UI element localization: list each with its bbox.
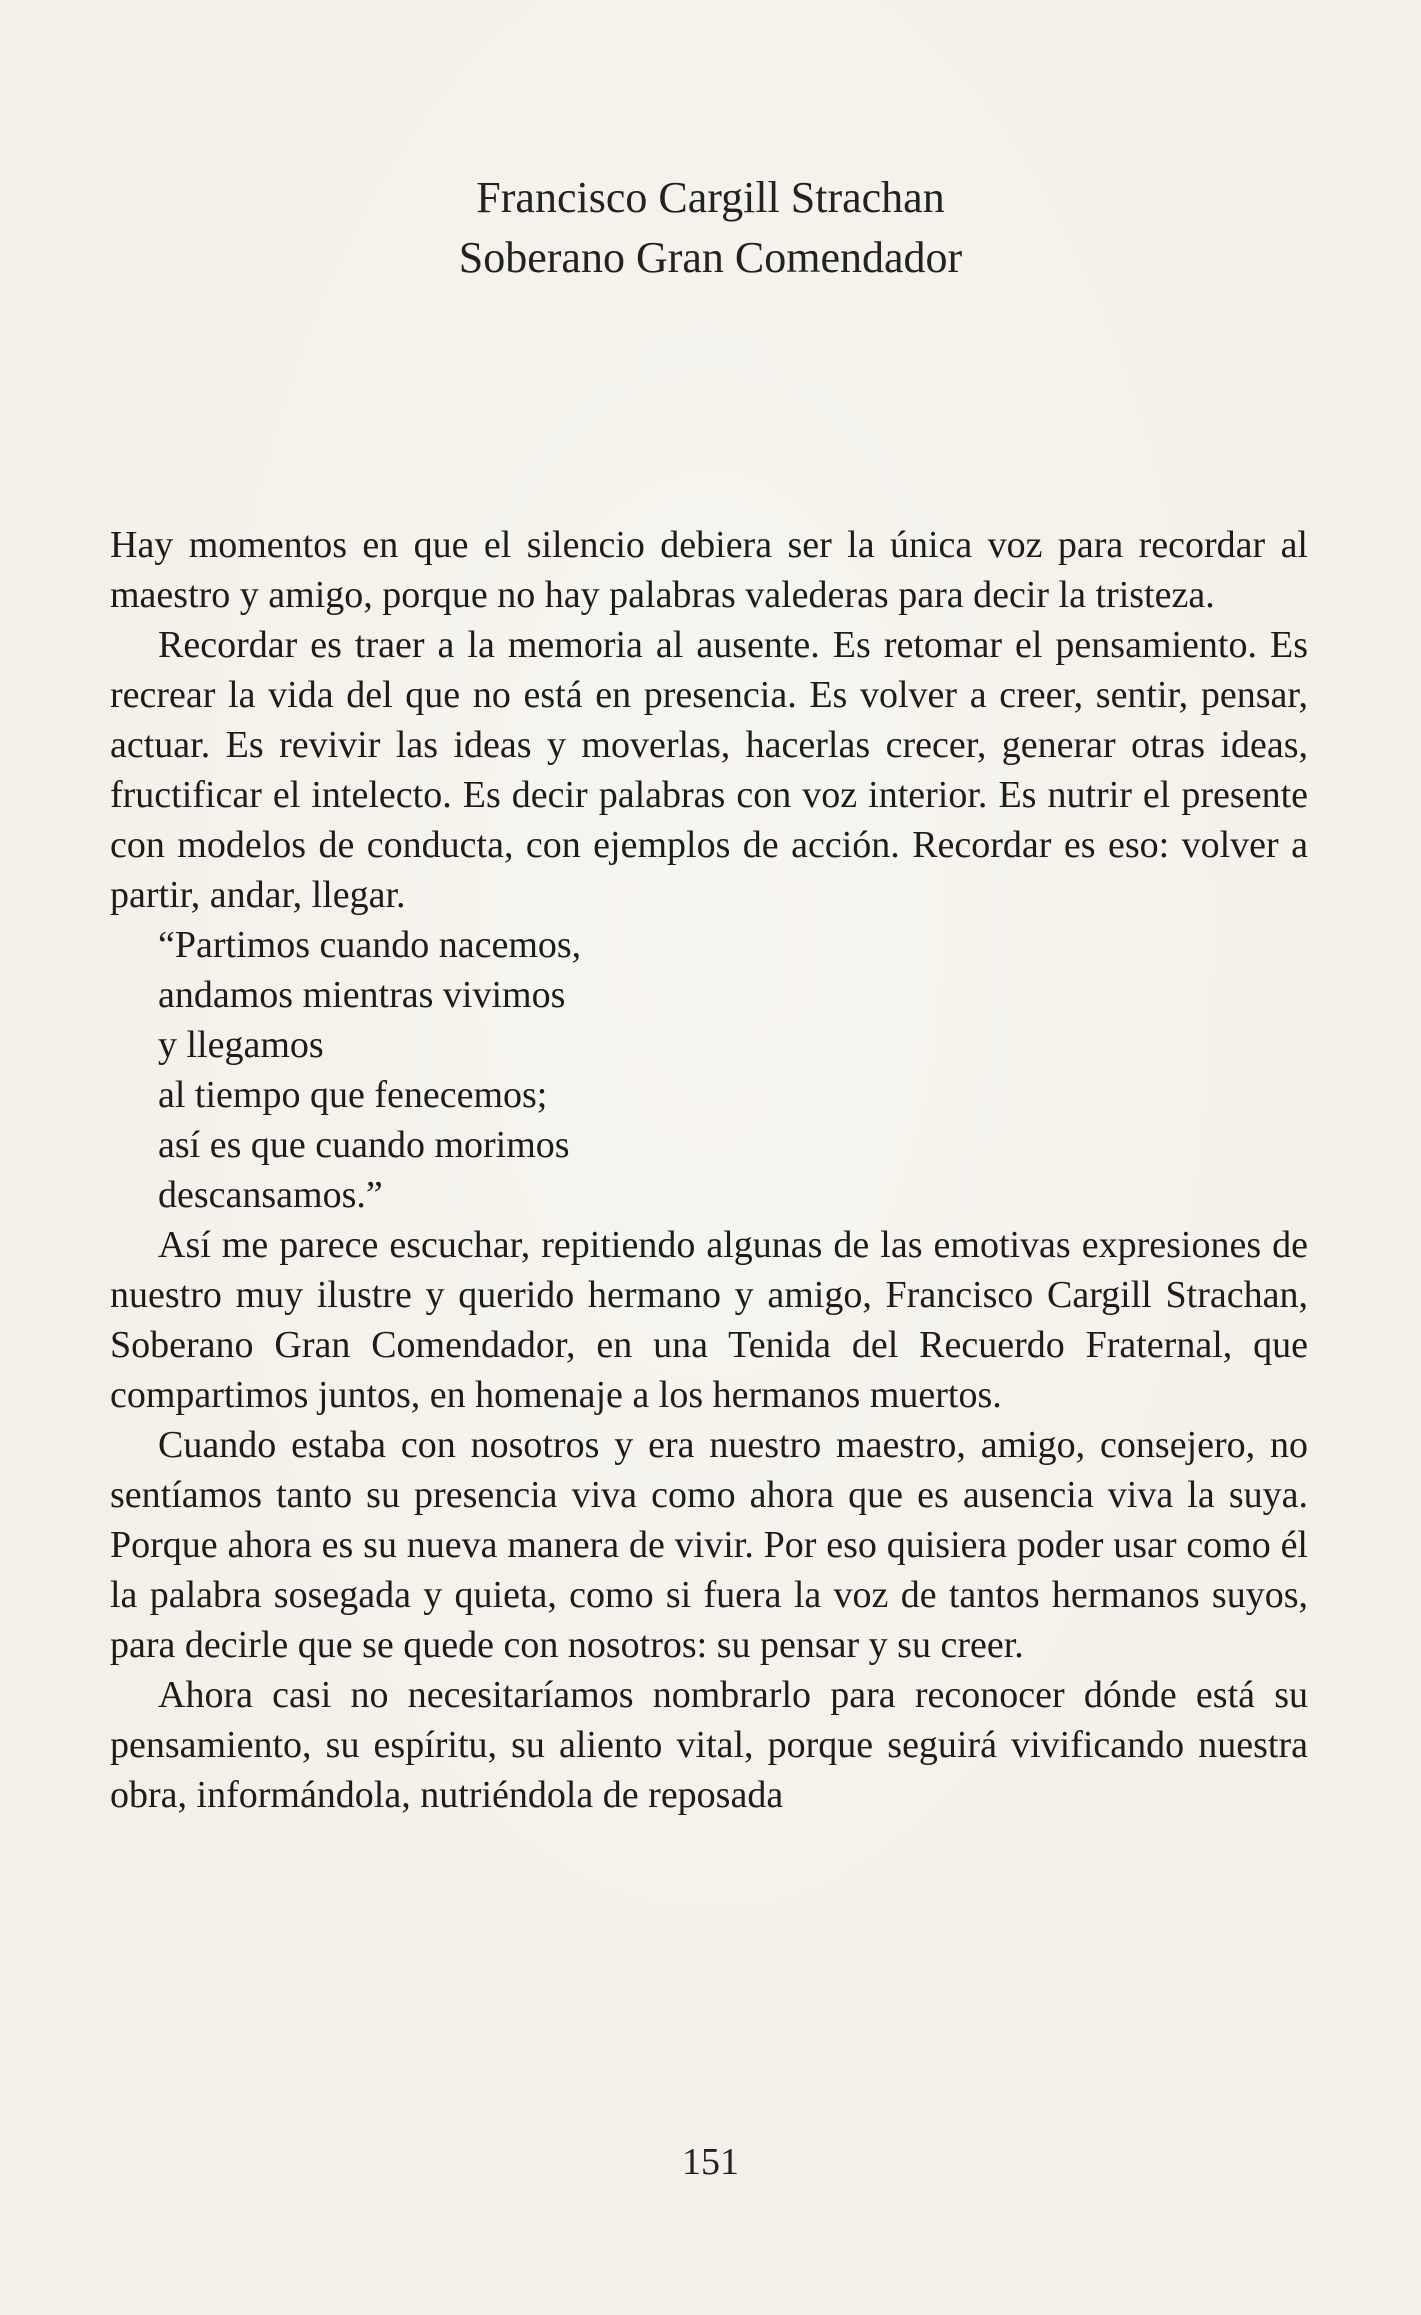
body-text [110, 520, 1308, 1820]
paragraph-2: Recordar es traer a la memoria al ausente. Es retomar el pensamiento. Es recrear la vida del que no está en presencia. Es volver a creer, sentir, pensar, actuar. Es revivir las ideas y moverlas, hacerlas crecer, generar otras ideas, fructificar el intelecto. Es decir palabras con voz interior. Es nutrir el presente con modelos de conducta, con ejemplos de acción. Recordar es eso: volver a partir, andar, llegar. [110, 624, 1308, 916]
heading-title: Soberano Gran Comendador [458, 233, 963, 282]
verse-line-6: descansamos.” [158, 1174, 383, 1216]
verse-line-1: “Partimos cuando nacemos, [158, 924, 582, 966]
heading-name: Francisco Cargill Strachan [476, 173, 945, 222]
verse-line-5: así es que cuando morimos [158, 1124, 570, 1166]
paragraph-3: Así me parece escuchar, repitiendo algunas de las emotivas expresiones de nuestro muy ilustre y querido hermano y amigo, Francisco Cargill Strachan, Soberano Gran Comendador, en una Tenida del Recuerdo Fraternal, que compartimos juntos, en homenaje a los hermanos muertos. [110, 1224, 1308, 1416]
paragraph-5: Ahora casi no necesitaríamos nombrarlo para reconocer dónde está su pensamiento, su espíritu, su aliento vital, porque seguirá vivificando nuestra obra, informándola, nutriéndola de reposada [110, 1674, 1308, 1816]
verse-quote [110, 920, 1308, 1220]
verse-line-3: y llegamos [158, 1024, 324, 1066]
paragraph-1: Hay momentos en que el silencio debiera ser la única voz para recordar al maestro y amigo, porque no hay palabras valederas para decir la tristeza. [110, 524, 1308, 616]
chapter-heading [0, 168, 1421, 288]
paragraph-4: Cuando estaba con nosotros y era nuestro maestro, amigo, consejero, no sentíamos tanto su presencia viva como ahora que es ausencia viva la suya. Porque ahora es su nueva manera de vivir. Por eso quisiera poder usar como él la palabra sosegada y quieta, como si fuera la voz de tantos hermanos suyos, para decirle que se quede con nosotros: su pensar y su creer. [110, 1424, 1308, 1666]
page-number: 151 [682, 2141, 739, 2183]
verse-line-2: andamos mientras vivimos [158, 974, 566, 1016]
verse-line-4: al tiempo que fenecemos; [158, 1074, 548, 1116]
